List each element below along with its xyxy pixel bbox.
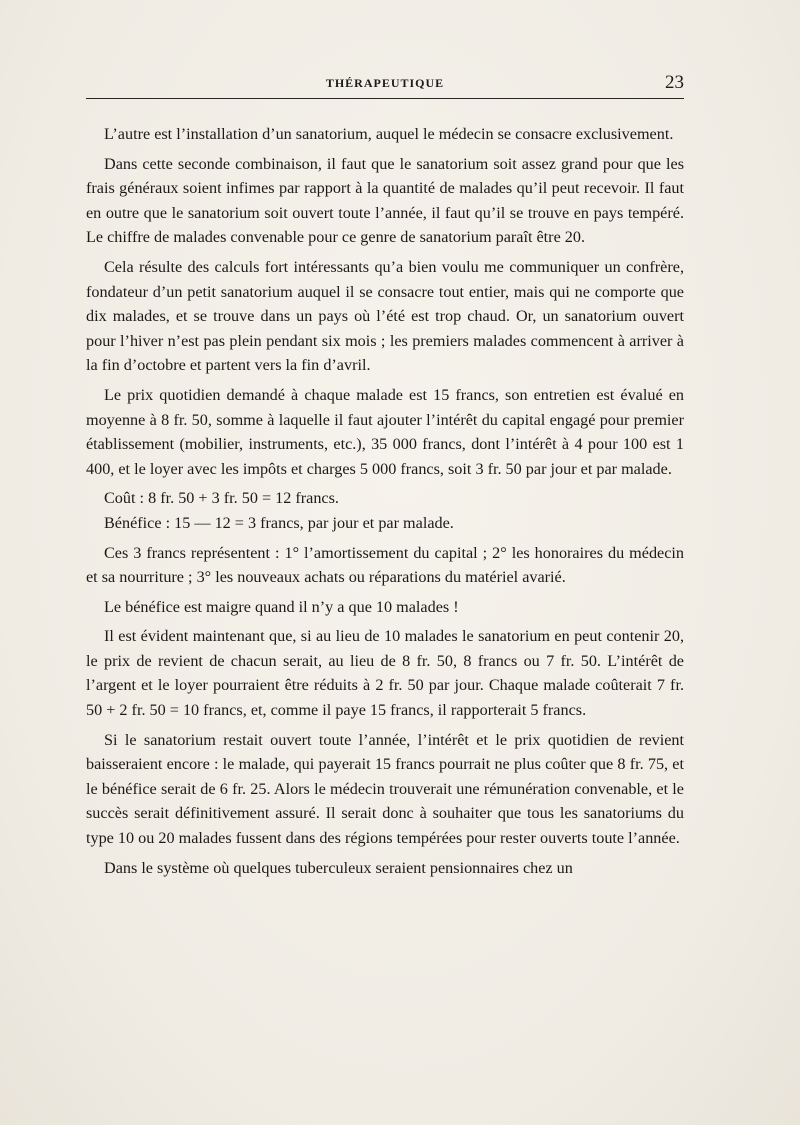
paragraph: Dans cette seconde combinaison, il faut que le sanatorium soit assez grand pour que les frais généraux soient infimes par rapport à la quantité de malades qu’il peut recevoir. Il faut en outre que le sanatorium soit ouvert toute l’année, il faut qu’il se trouve en pays tempéré. Le chiffre de malades convenable pour ce genre de sanatorium paraît être 20. (86, 154, 684, 247)
paragraph: Le bénéfice est maigre quand il n’y a que 10 malades ! (104, 597, 459, 616)
paragraph: Dans le système où quelques tuberculeux seraient pensionnaires chez un (104, 858, 573, 877)
paragraph: Le prix quotidien demandé à chaque malade est 15 francs, son entretien est évalué en moyenne à 8 fr. 50, somme à laquelle il faut ajouter l’intérêt du capital engagé pour premier établissement (mobilier, instruments, etc.), 35 000 francs, dont l’intérêt à 4 pour 100 est 1 400, et le loyer avec les impôts et charges 5 000 francs, soit 3 fr. 50 par jour et par malade. (86, 385, 684, 478)
cost-line: Coût : 8 fr. 50 + 3 fr. 50 = 12 francs. (104, 489, 339, 508)
paragraph: Ces 3 francs représentent : 1° l’amortissement du capital ; 2° les honoraires du médecin et sa nourriture ; 3° les nouveaux achats ou réparations du matériel avarié. (86, 543, 684, 587)
paragraph: Si le sanatorium restait ouvert toute l’année, l’intérêt et le prix quotidien de revient baisseraient encore : le malade, qui payerait 15 francs pourrait ne plus coûter que 8 fr. 75, et le bénéfice serait de 6 fr. 25. Alors le médecin trouverait une rémunération convenable, et le succès serait définitivement assuré. Il serait donc à souhaiter que tous les sanatoriums du type 10 ou 20 malades fussent dans des régions tempérées pour rester ouverts toute l’année. (86, 730, 684, 848)
page-number: 23 (665, 72, 684, 93)
paragraph: Cela résulte des calculs fort intéressants qu’a bien voulu me communiquer un confrère, fondateur d’un petit sanatorium auquel il se consacre tout entier, mais qui ne comporte que dix malades, et se trouve dans un pays où l’été est trop chaud. Or, un sanatorium ouvert pour l’hiver n’est pas plein pendant six mois ; les premiers malades commencent à arriver à la fin d’octobre et partent vers la fin d’avril. (86, 257, 684, 375)
running-title: THÉRAPEUTIQUE (325, 76, 445, 90)
paragraph: L’autre est l’installation d’un sanatorium, auquel le médecin se consacre exclusivement. (104, 125, 674, 143)
page-header (86, 70, 684, 99)
body-text (86, 122, 684, 885)
profit-line: Bénéfice : 15 — 12 = 3 francs, par jour et par malade. (104, 513, 454, 532)
paragraph: Il est évident maintenant que, si au lieu de 10 malades le sanatorium en peut contenir 20, le prix de revient de chacun serait, au lieu de 8 fr. 50, 8 francs ou 7 fr. 50. L’intérêt de l’argent et le loyer pourraient être réduits à 2 fr. 50 par jour. Chaque malade coûterait 7 fr. 50 + 2 fr. 50 = 10 francs, et, comme il paye 15 francs, il rapporterait 5 francs. (86, 627, 684, 720)
